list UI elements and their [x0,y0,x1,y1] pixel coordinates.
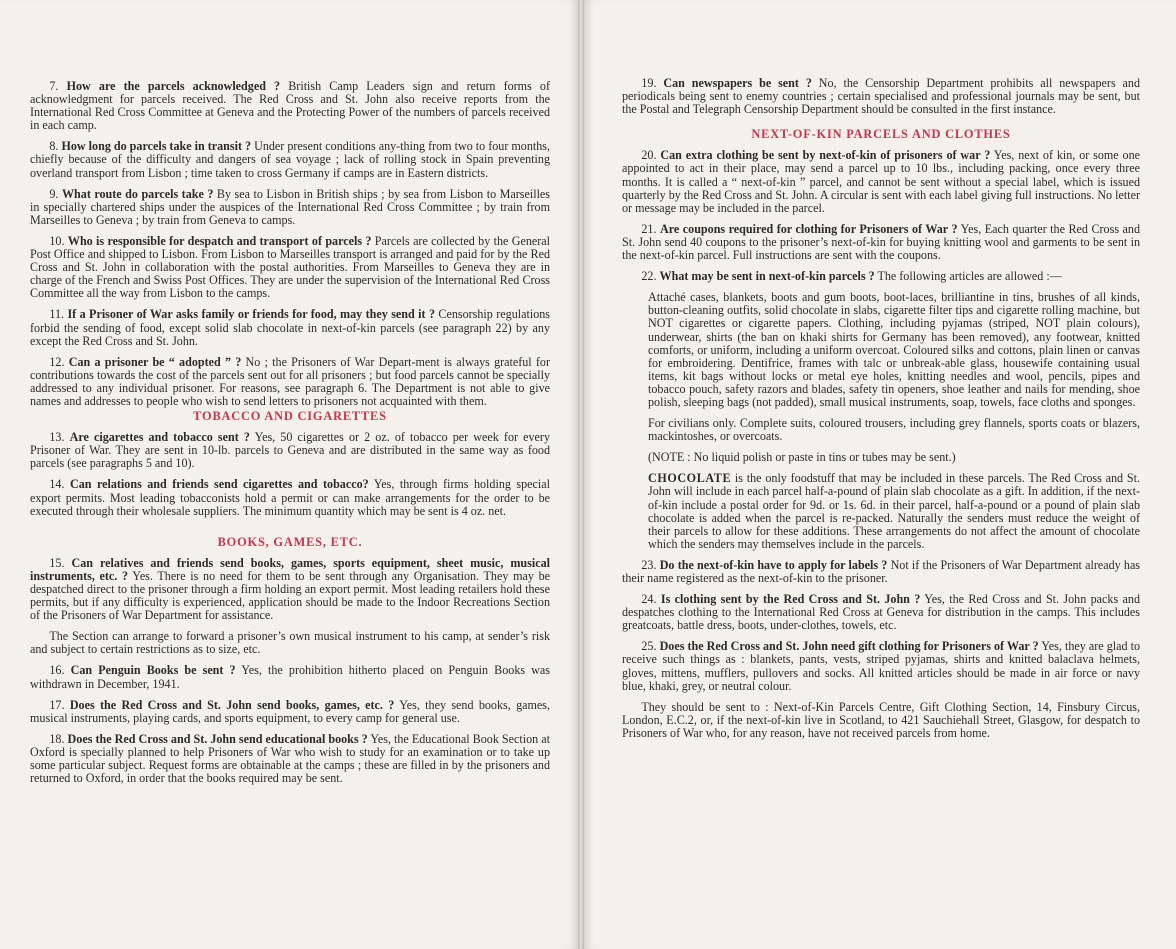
question: Can relations and friends send cigarettes and tobacco? [69,477,369,492]
section-heading-books: BOOKS, GAMES, ETC. [217,534,363,549]
question: Can relatives and friends send books, games, sports equipment, sheet music, musical instruments, etc. ? [30,555,550,583]
question: What route do parcels take ? [61,186,214,201]
question: If a Prisoner of War asks family or friends for food, may they send it ? [67,307,435,322]
paragraph-8: 8. How long do parcels take in transit ? Under present conditions any-thing from two to four months, chiefly because of the difficulty and dangers of sea voyage ; lack of rolling stock in Spain preventing overland transport from Lisbon ; time taken to cross Germany if camps are in Eastern districts. [30,139,551,180]
left-page [0,0,578,949]
paragraph-20: 20. Can extra clothing be sent by next-of-kin of prisoners of war ? Yes, next of kin, or some one appointed to act in their place, may send a parcel up to 10 lbs., including packing, once every three months. It is called a “ next-of-kin ” parcel, and cannot be sent without a special label, which is issued quarterly by the Red Cross and St. John. A circular is sent with each label giving full instructions. No letter or message may be included in the parcel. [622,148,1141,215]
paragraph-23: 23. Do the next-of-kin have to apply for labels ? Not if the Prisoners of War Department already has their name registered as the next-of-kin to the prisoner. [622,557,1141,585]
paragraph-13: 13. Are cigarettes and tobacco sent ? Yes, 50 cigarettes or 2 oz. of tobacco per week for every Prisoner of War. They are sent in 10-lb. parcels to Geneva and are distributed in the same way as food parcels (see paragraphs 5 and 10). [30,430,550,471]
paragraph-9: 9. What route do parcels take ? By sea to Lisbon in British ships ; by sea from Lisbon to Marseilles in specially chartered ships under the auspices of the International Red Cross Committee ; by train from Marseilles to Geneva ; by train from Geneva to camps. [30,186,551,227]
paragraph-24: 24. Is clothing sent by the Red Cross and St. John ? Yes, the Red Cross and St. John packs and despatches clothing to the International Red Cross at Geneva for distribution in the camps. This includes greatcoats, battle dress, boots, under-clothes, towels, etc. [622,592,1140,633]
section-heading-tobacco: TOBACCO AND CIGARETTES [193,409,387,424]
question: Can Penguin Books be sent ? [70,663,236,678]
paragraph-7: 7. How are the parcels acknowledged ? British Camp Leaders sign and return forms of acknowledgment for parcels received. The Red Cross and St. John also receive reports from the International Red Cross Committee at Geneva and the Protecting Power of the numbers of parcels received in each camp. [30,79,550,133]
question: What may be sent in next-of-kin parcels ? [659,269,875,284]
question: Can a prisoner be “ adopted ” ? [68,354,242,369]
question: Do the next-of-kin have to apply for labels ? [659,557,888,572]
right-column [622,77,1140,748]
allowed-articles-list: Attaché cases, blankets, boots and gum boots, boot-laces, brilliantine in tins, brushes of all kinds, button-cleaning outfits, solid chocolate in slabs, cigarette filter tips and cigarette rolling machine, but NOT cigarettes or cigarette papers. Clothing, including pyjamas (striped, NOT plain colours), underwear, shirts (the ban on khaki shirts for Germany has been removed), any footwear, knitted comforts, or uniform, including a uniform overcoat. Coloured silks and cottons, plain linen or canvas for embroidering. Dentifrice, frames with talc or unbreak-able glass, housewife containing usual items, kit bags without locks or metal eye holes, knitting needles and wool, pencils, pipes and tobacco pouch, safety razors and blades, safety tin openers, shoe leather and nails for mending, shoe polish, sleeping bags (not padded), small musical instruments, soap, towels, face cloths and sponges. [648,290,1140,409]
question: Is clothing sent by the Red Cross and St. John ? [660,592,921,607]
paragraph-15-continued: The Section can arrange to forward a prisoner’s own musical instrument to his camp, at sender’s risk and subject to certain restrictions as to size, etc. [30,629,550,657]
paragraph-25: 25. Does the Red Cross and St. John need gift clothing for Prisoners of War ? Yes, they are glad to receive such things as : blankets, pants, vests, striped pyjamas, shirts and knitted balaclava helmets, gloves, mittens, mufflers, pullovers and socks. All knitted articles should be made in air force or navy blue, khaki, grey, or neutral colour. [622,639,1141,693]
section-heading-next-of-kin: NEXT-OF-KIN PARCELS AND CLOTHES [751,127,1011,142]
paragraph-21: 21. Are coupons required for clothing for Prisoners of War ? Yes, Each quarter the Red Cross and St. John send 40 coupons to the prisoner’s next-of-kin for buying knitting wool and garments to be sent in the next-of-kin parcel. Full instructions are sent with the coupons. [622,221,1141,263]
question: Who is responsible for despatch and transport of parcels ? [67,233,372,248]
right-page [584,0,1176,949]
question: Can newspapers be sent ? [663,76,812,90]
paragraph-10: 10. Who is responsible for despatch and transport of parcels ? Parcels are collected by the General Post Office and shipped to Lisbon. From Lisbon to Marseilles transport is arranged and paid for by the Red Cross and St. John in collaboration with the postal authorities. From Marseilles to Geneva they are in charge of the French and Swiss Post Offices. They are under the supervision of the International Red Cross Committee all the way from Lisbon to the camps. [30,233,550,301]
paragraph-12: 12. Can a prisoner be “ adopted ” ? No ; the Prisoners of War Depart-ment is always grateful for contributions towards the cost of the parcels sent out for all prisoners ; but food parcels cannot be specially addressed to any individual prisoner. For reasons, see paragraph 6. The Department is not able to give names and addresses to people who wish to send letters to prisoners not acquainted with them. [30,354,551,408]
paragraph-14: 14. Can relations and friends send cigarettes and tobacco? Yes, through firms holding special export permits. Most leading tobacconists hold a permit or can make arrangements for the order to be executed through their wholesale suppliers. The minimum quantity which may be sent is 4 oz. net. [30,477,550,518]
civilians-note: For civilians only. Complete suits, coloured trousers, including grey flannels, sports coats or blazers, mackintoshes, or overcoats. [648,416,1140,444]
question: Does the Red Cross and St. John send educational books ? [67,731,368,746]
chocolate-note: CHOCOLATE is the only foodstuff that may be included in these parcels. The Red Cross and St. John will include in each parcel half-a-pound of plain slab chocolate as a gift. In addition, if the next-of-kin include a postal order for 9d. or 1s. 6d. in their parcel, half-a-pound or a pound of plain slab chocolate is added when the parcel is re-packed. Naturally the senders must reduce the weight of their parcels to allow for these additions. These arrangements do not affect the amount of chocolate which the senders may themselves include in the parcels. [648,471,1140,551]
left-column [30,80,550,793]
question: How long do parcels take in transit ? [61,139,252,154]
question: Are coupons required for clothing for Prisoners of War ? [660,221,958,236]
liquid-polish-note: (NOTE : No liquid polish or paste in tins or tubes may be sent.) [648,450,956,465]
question: Does the Red Cross and St. John send books, games, etc. ? [69,697,395,712]
paragraph-19: 19. Can newspapers be sent ? No, the Censorship Department prohibits all newspapers and periodicals being sent to enemy countries ; certain specialised and professional journals may be sent, but the Postal and Telegraph Censorship Department should be consulted in the first instance. [622,76,1141,117]
paragraph-22: 22. What may be sent in next-of-kin parcels ? The following articles are allowed :— [641,269,1062,284]
question: Are cigarettes and tobacco sent ? [69,430,250,445]
paragraph-17: 17. Does the Red Cross and St. John send books, games, etc. ? Yes, they send books, games, musical instruments, playing cards, and sports equipment, to every camp for general use. [30,697,551,725]
paragraph-25-address: They should be sent to : Next-of-Kin Parcels Centre, Gift Clothing Section, 14, Finsbury Circus, London, E.C.2, or, if the next-of-kin live in Scotland, to 421 Sauchiehall Street, Glasgow, for despatch to Prisoners of War who, for any reason, have not received parcels from home. [622,699,1140,740]
paragraph-16: 16. Can Penguin Books be sent ? Yes, the prohibition hitherto placed on Penguin Books was withdrawn in December, 1941. [30,663,550,691]
paragraph-11: 11. If a Prisoner of War asks family or friends for food, may they send it ? Censorship regulations forbid the sending of food, except solid slab chocolate in next-of-kin parcels (see paragraph 22) by any except the Red Cross and St. John. [30,307,550,348]
question: Can extra clothing be sent by next-of-kin of prisoners of war ? [660,148,991,163]
question: How are the parcels acknowledged ? [66,79,281,93]
question: Does the Red Cross and St. John need gift clothing for Prisoners of War ? [659,639,1039,654]
paragraph-18: 18. Does the Red Cross and St. John send educational books ? Yes, the Educational Book Section at Oxford is specially planned to help Prisoners of War who wish to study for an examination or to take up some particular subject. Request forms are obtainable at the camps ; these are filled in by the prisoners and returned to Oxford, in order that the books required may be sent. [30,731,550,786]
paragraph-15: 15. Can relatives and friends send books, games, sports equipment, sheet music, musical instruments, etc. ? Yes. There is no need for them to be sent through any Organisation. They may be despatched direct to the prisoner through a firm holding an export permit. Most leading retailers hold these permits, but if any difficulty is experienced, application should be made to the Indoor Recreations Section of the Prisoners of War Department for assistance. [30,555,550,623]
chocolate-word: CHOCOLATE [648,471,732,486]
